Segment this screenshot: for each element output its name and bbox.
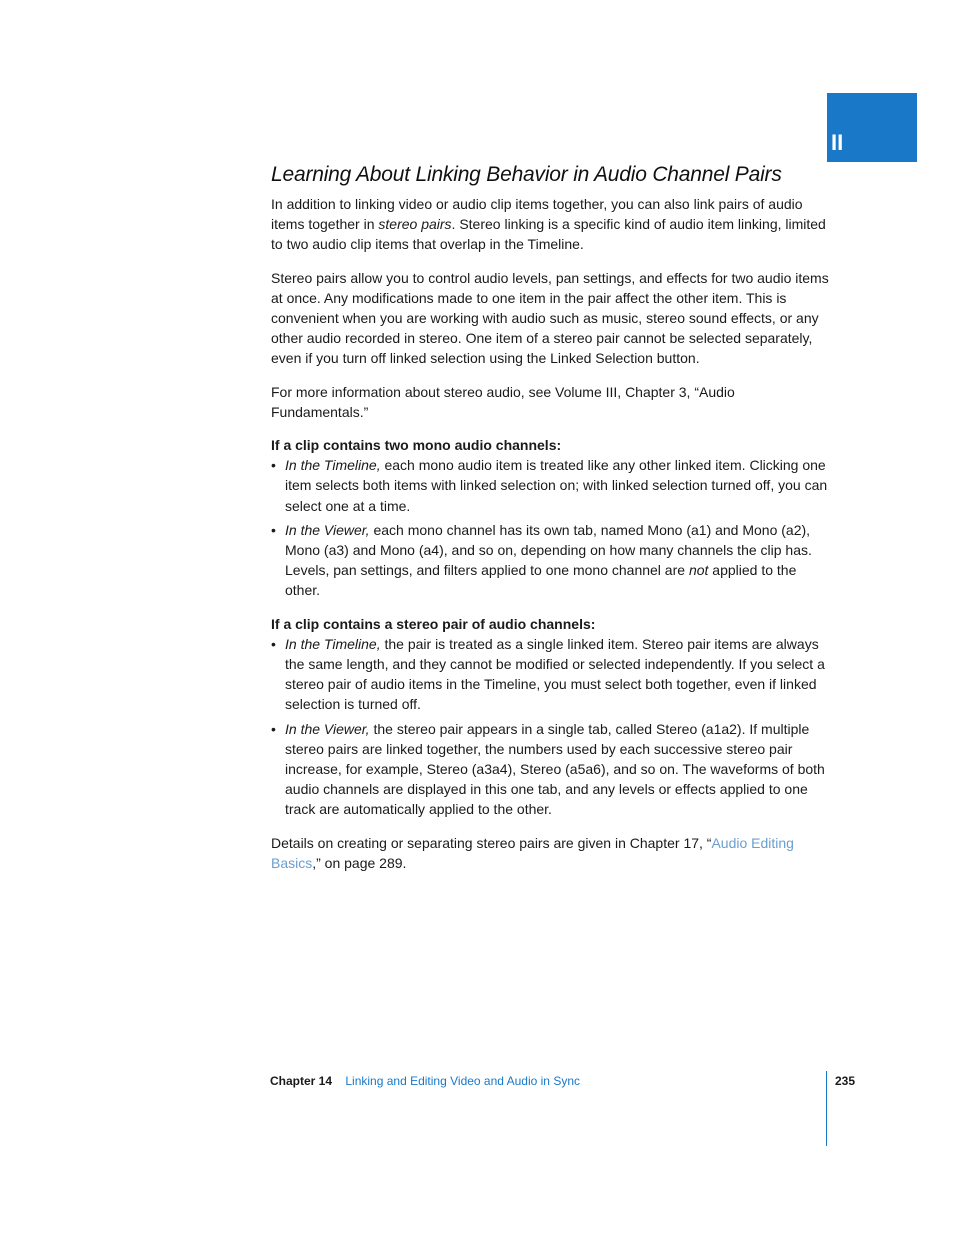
closing-text-a: Details on creating or separating stereo pairs are given in Chapter 17, “ <box>271 834 712 851</box>
intro-text-a: In addition to linking video or audio clip items together, you can also link pairs of audio items together in <box>271 196 803 233</box>
stereo-heading: If a clip contains a stereo pair of audio channels: <box>271 615 596 632</box>
footer-divider <box>826 1071 827 1146</box>
intro-emphasis: stereo pairs <box>378 216 452 233</box>
footer-chapter: Chapter 14 <box>270 1074 333 1088</box>
stereo-list <box>271 634 831 820</box>
part-tab-label: II <box>831 130 844 155</box>
bullet-icon: • <box>271 720 276 737</box>
list-item <box>271 455 831 516</box>
list-item-lead: In the Viewer, <box>285 720 370 737</box>
list-item-text: the pair is treated as a single linked item. Stereo pair items are always the same length, and they cannot be modified or selected independently. If you select a stereo pair of audio items in the Timeline, you must select both together, even if linked selection is turned off. <box>285 635 825 713</box>
bullet-icon: • <box>271 457 276 474</box>
audio-editing-basics-link[interactable]: Audio Editing Basics <box>271 834 794 871</box>
list-item <box>271 634 831 715</box>
list-item-emphasis: not <box>688 562 709 579</box>
footer-chapter-title-link[interactable]: Linking and Editing Video and Audio in Sync <box>345 1074 580 1088</box>
page-content <box>271 161 831 886</box>
list-item <box>271 520 831 601</box>
bullet-icon: • <box>271 521 276 538</box>
page-number: 235 <box>835 1074 856 1088</box>
intro-text-b: . Stereo linking is a specific kind of audio item linking, limited to two audio clip items that overlap in the Timeline. <box>271 216 826 253</box>
more-info-paragraph: For more information about stereo audio, see Volume III, Chapter 3, “Audio Fundamentals.” <box>271 383 735 420</box>
intro-paragraph <box>271 194 831 255</box>
bullet-icon: • <box>271 635 276 652</box>
list-item-lead: In the Timeline, <box>285 457 381 474</box>
closing-paragraph <box>271 833 831 873</box>
part-tab <box>827 93 917 162</box>
mono-heading: If a clip contains two mono audio channels: <box>271 437 562 454</box>
list-item-text: each mono audio item is treated like any other linked item. Clicking one item selects both items with linked selection on; with linked selection turned off, you can select one at a time. <box>285 457 828 514</box>
list-item-text: the stereo pair appears in a single tab, called Stereo (a1a2). If multiple stereo pairs are linked together, the numbers used by each successive stereo pair increase, for example, Stereo (a3a4), Stereo (a5a6), and so on. The waveforms of both audio channels are displayed in this one tab, and any levels or effects applied to one track are automatically applied to the other. <box>285 720 825 818</box>
list-item-text: each mono channel has its own tab, named Mono (a1) and Mono (a2), Mono (a3) and Mono (a4), and so on, depending on how many channels the clip has. Levels, pan settings, and filters applied to one mono channel are <box>285 521 812 579</box>
list-item <box>271 719 831 820</box>
mono-list <box>271 455 831 600</box>
closing-text-b: ,” on page 289. <box>312 854 407 871</box>
list-item-lead: In the Viewer, <box>285 521 370 538</box>
list-item-lead: In the Timeline, <box>285 635 381 652</box>
list-item-text-end: applied to the other. <box>285 562 797 599</box>
stereo-pairs-paragraph: Stereo pairs allow you to control audio levels, pan settings, and effects for two audio items at once. Any modifications made to one item in the pair affect the other item. This is convenient when you are working with audio such as music, stereo sound effects, or any other audio recorded in stereo. One item of a stereo pair cannot be selected separately, even if you turn off linked selection using the Linked Selection button. <box>271 269 829 367</box>
page-footer <box>270 1073 580 1089</box>
section-title: Learning About Linking Behavior in Audio Channel Pairs <box>271 163 782 186</box>
